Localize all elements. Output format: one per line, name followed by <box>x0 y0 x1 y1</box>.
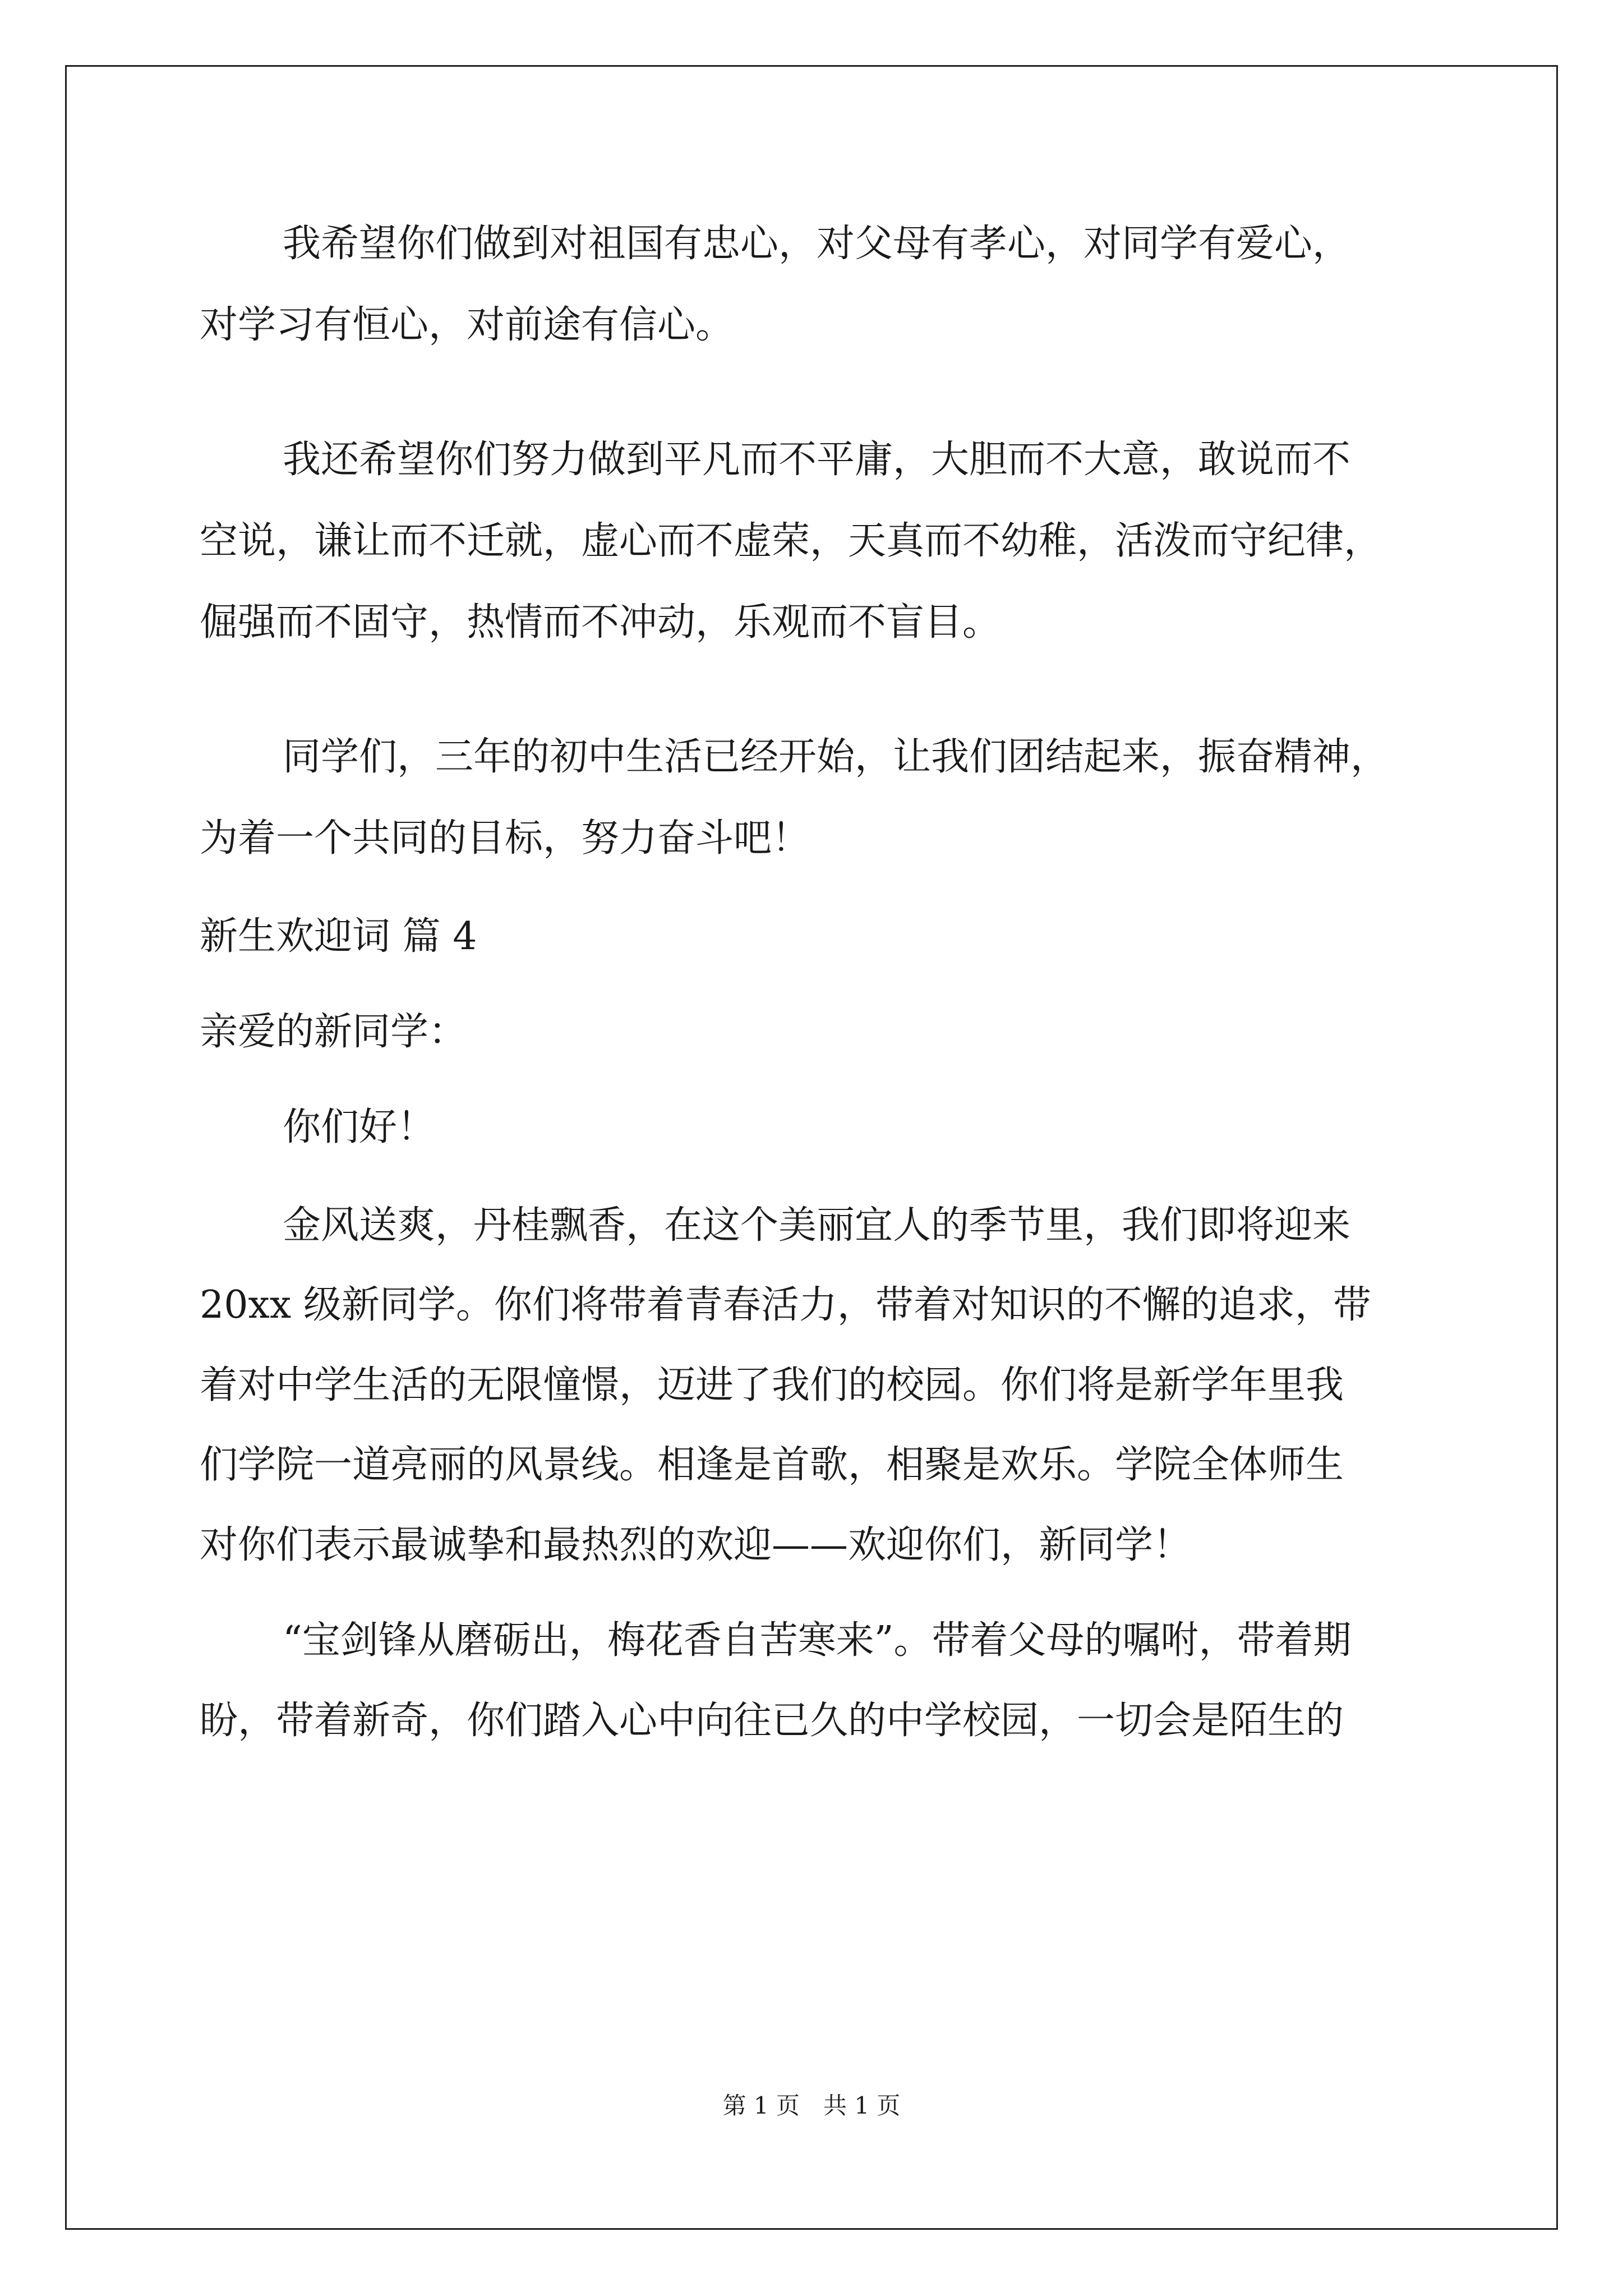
greeting: 你们好！ <box>283 1105 436 1149</box>
paragraph-line: 们学院一道亮丽的风景线。相逢是首歌，相聚是欢乐。学院全体师生 <box>200 1443 1344 1487</box>
paragraph-line: “宝剑锋从磨砺出，梅花香自苦寒来”。带着父母的嘱咐，带着期 <box>283 1618 1352 1663</box>
paragraph-line: 对学习有恒心，对前途有信心。 <box>200 303 734 347</box>
paragraph-line: 为着一个共同的目标，努力奋斗吧！ <box>200 816 810 861</box>
paragraph-line: 同学们，三年的初中生活已经开始，让我们团结起来，振奋精神， <box>283 735 1389 779</box>
paragraph-line: 我希望你们做到对祖国有忠心，对父母有孝心，对同学有爱心， <box>283 222 1351 266</box>
salutation: 亲爱的新同学： <box>200 1010 467 1054</box>
paragraph-line: 我还希望你们努力做到平凡而不平庸，大胆而不大意，敢说而不 <box>283 438 1351 482</box>
paragraph-line: 空说，谦让而不迁就，虚心而不虚荣，天真而不幼稚，活泼而守纪律， <box>200 519 1382 563</box>
paragraph-line: 盼，带着新奇，你们踏入心中向往已久的中学校园，一切会是陌生的 <box>200 1699 1344 1743</box>
paragraph-line: 金风送爽，丹桂飘香，在这个美丽宜人的季节里，我们即将迎来 <box>283 1203 1351 1248</box>
paragraph-line: 倔强而不固守，热情而不冲动，乐观而不盲目。 <box>200 600 1001 645</box>
paragraph-line: 对你们表示最诚挚和最热烈的欢迎——欢迎你们，新同学！ <box>200 1523 1192 1567</box>
page-number-footer: 第 1 页 共 1 页 <box>722 2092 901 2119</box>
paragraph-line: 着对中学生活的无限憧憬，迈进了我们的校园。你们将是新学年里我 <box>200 1363 1344 1407</box>
paragraph-line: 20xx 级新同学。你们将带着青春活力，带着对知识的不懈的追求，带 <box>200 1283 1371 1327</box>
section-heading: 新生欢迎词 篇 4 <box>200 914 477 959</box>
